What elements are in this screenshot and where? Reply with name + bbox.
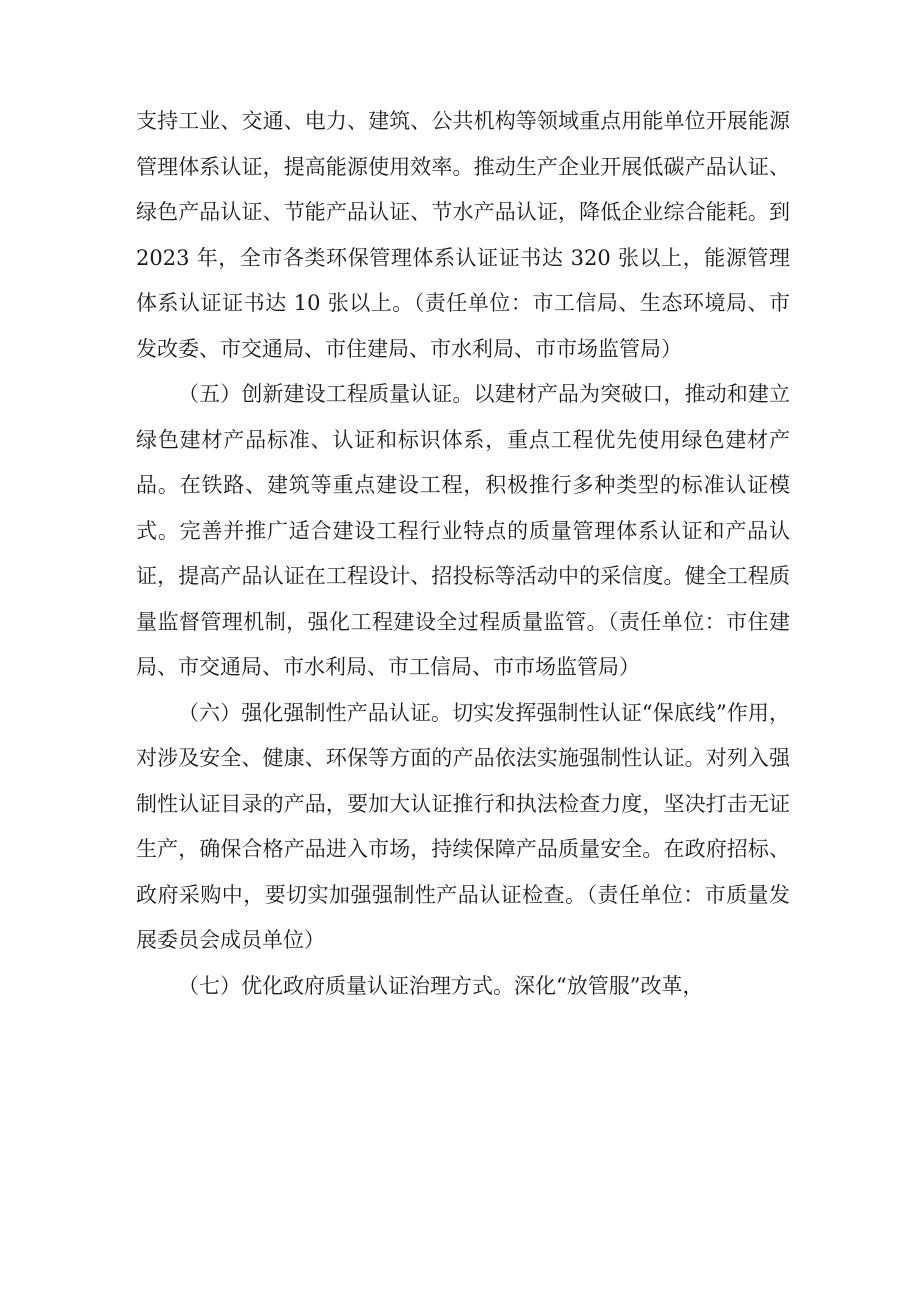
paragraph-section-6: （六）强化强制性产品认证。切实发挥强制性认证“保底线”作用，对涉及安全、健康、环保等方面的产品依法实施强制性认证。对列入强制性认证目录的产品，要加大认证推行和执法检查力度，坚决打击无证生产，确保合格产品进入市场，持续保障产品质量安全。在政府招标、政府采购中，要切实加强强制性产品认证检查。（责任单位：市质量发展委员会成员单位） [136,700,790,952]
paragraph-section-7: （七）优化政府质量认证治理方式。深化“放管服”改革， [178,973,704,998]
document-body [136,99,790,1009]
paragraph-section-5: （五）创新建设工程质量认证。以建材产品为突破口，推动和建立绿色建材产品标准、认证和标识体系，重点工程优先使用绿色建材产品。在铁路、建筑等重点建设工程，积极推行多种类型的标准认证模式。完善并推广适合建设工程行业特点的质量管理体系认证和产品认证，提高产品认证在工程设计、招投标等活动中的采信度。健全工程质量监督管理机制，强化工程建设全过程质量监管。（责任单位：市住建局、市交通局、市水利局、市工信局、市市场监管局） [136,382,790,679]
paragraph-continuation: 支持工业、交通、电力、建筑、公共机构等领域重点用能单位开展能源管理体系认证，提高能源使用效率。推动生产企业开展低碳产品认证、绿色产品认证、节能产品认证、节水产品认证，降低企业综合能耗。到 2023 年，全市各类环保管理体系认证证书达 320 张以上，能源管理体系认证证书达 10 张以上。（责任单位：市工信局、生态环境局、市发改委、市交通局、市住建局、市水利局、市市场监管局） [136,109,790,361]
